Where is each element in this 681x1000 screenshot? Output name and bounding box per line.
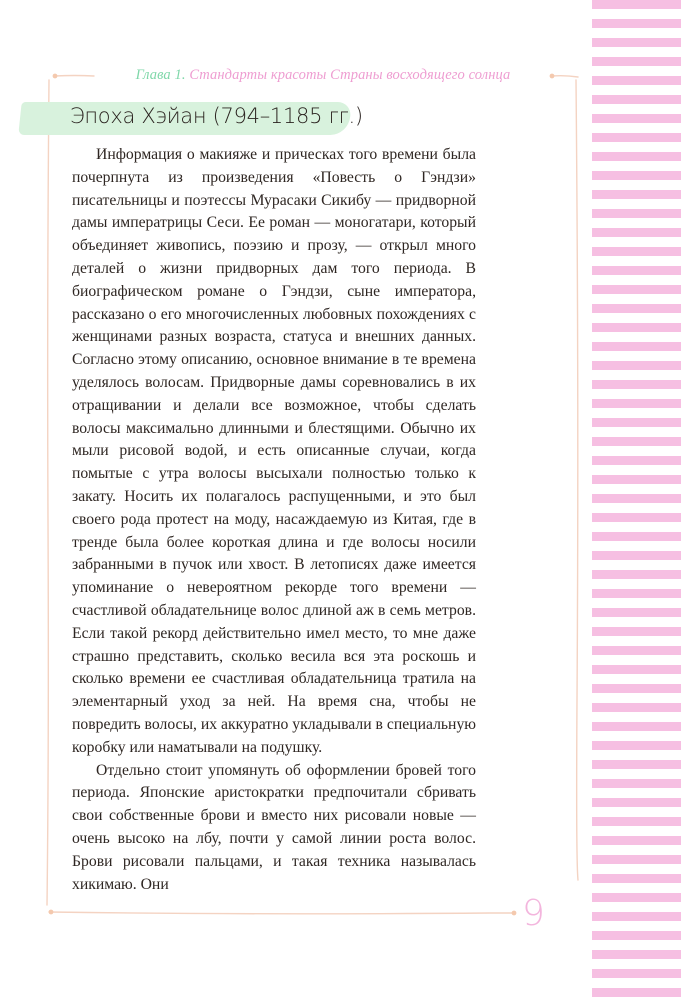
paragraph: Информация о макияже и прическах того времени была почерпнута из произведения «Повесть о Гэндзи» писательницы и поэтессы Мурасаки Сикибу — придворной дамы императрицы Сеси. Ее роман — моногатари, который объединяет живопись, поэзию и прозу, — открыл много деталей о жизни придворных дам того периода. В биографическом романе о Гэндзи, сыне императора, рассказано о его многочисленных любовных похождениях с женщинами разных возраста, статуса и внешних данных. Согласно этому описанию, основное внимание в те времена уделялось волосам. Придворные дамы соревновались в их отращивании и делали все возможное, чтобы сделать волосы максимально длинными и блестящими. Обычно их мыли рисовой водой, и есть описанные случаи, когда помытые с утра волосы высыхали полностью только к закату. Носить их полагалось распущенными, и это был своего рода протест на моду, насаждаемую из Китая, где в тренде была более короткая длина и где волосы носили забранными в пучок или хвост. В летописях даже имеется упоминание о невероятном рекорде того времени — счастливой обладательнице волос длиной аж в семь метров. Если такой рекорд действительно имел место, то мне даже страшно представить, сколько весила вся эта роскошь и сколько времени ее счастливая обладательница тратила на элементарный уход за ней. На время сна, чтобы не повредить волосы, их аккуратно укладывали в специальную коробку или наматывали на подушку. (72, 146, 477, 756)
frame-right-line (576, 80, 578, 880)
frame-bottom-line (49, 912, 514, 914)
chapter-title: Стандарты красоты Страны восходящего солнца (189, 67, 511, 83)
frame-dot-top-right (550, 74, 555, 79)
chapter-header (98, 67, 548, 84)
section-heading: Эпоха Хэйан (794–1185 гг.) (70, 104, 363, 128)
paragraph: Отдельно стоит упомянуть об оформлении бровей того периода. Японские аристократки предпочитали сбривать свои собственные брови и вместо них рисовали новые — очень высоко на лбу, почти у самой линии роста волос. Брови рисовали пальцами, и такая техника называлась хикимаю. Они (72, 761, 476, 893)
frame-top-right-line (552, 76, 578, 77)
frame-dot-bottom-right (512, 911, 517, 916)
frame-dot-bottom-left (49, 910, 54, 915)
frame-left-line (47, 80, 49, 905)
page-number: 9 (522, 893, 545, 934)
frame-top-left-line (55, 76, 94, 77)
body-text (72, 144, 476, 896)
frame-dot-top-left (53, 74, 58, 79)
chapter-number: Глава 1. (135, 67, 186, 83)
decorative-stripes (592, 0, 681, 1000)
